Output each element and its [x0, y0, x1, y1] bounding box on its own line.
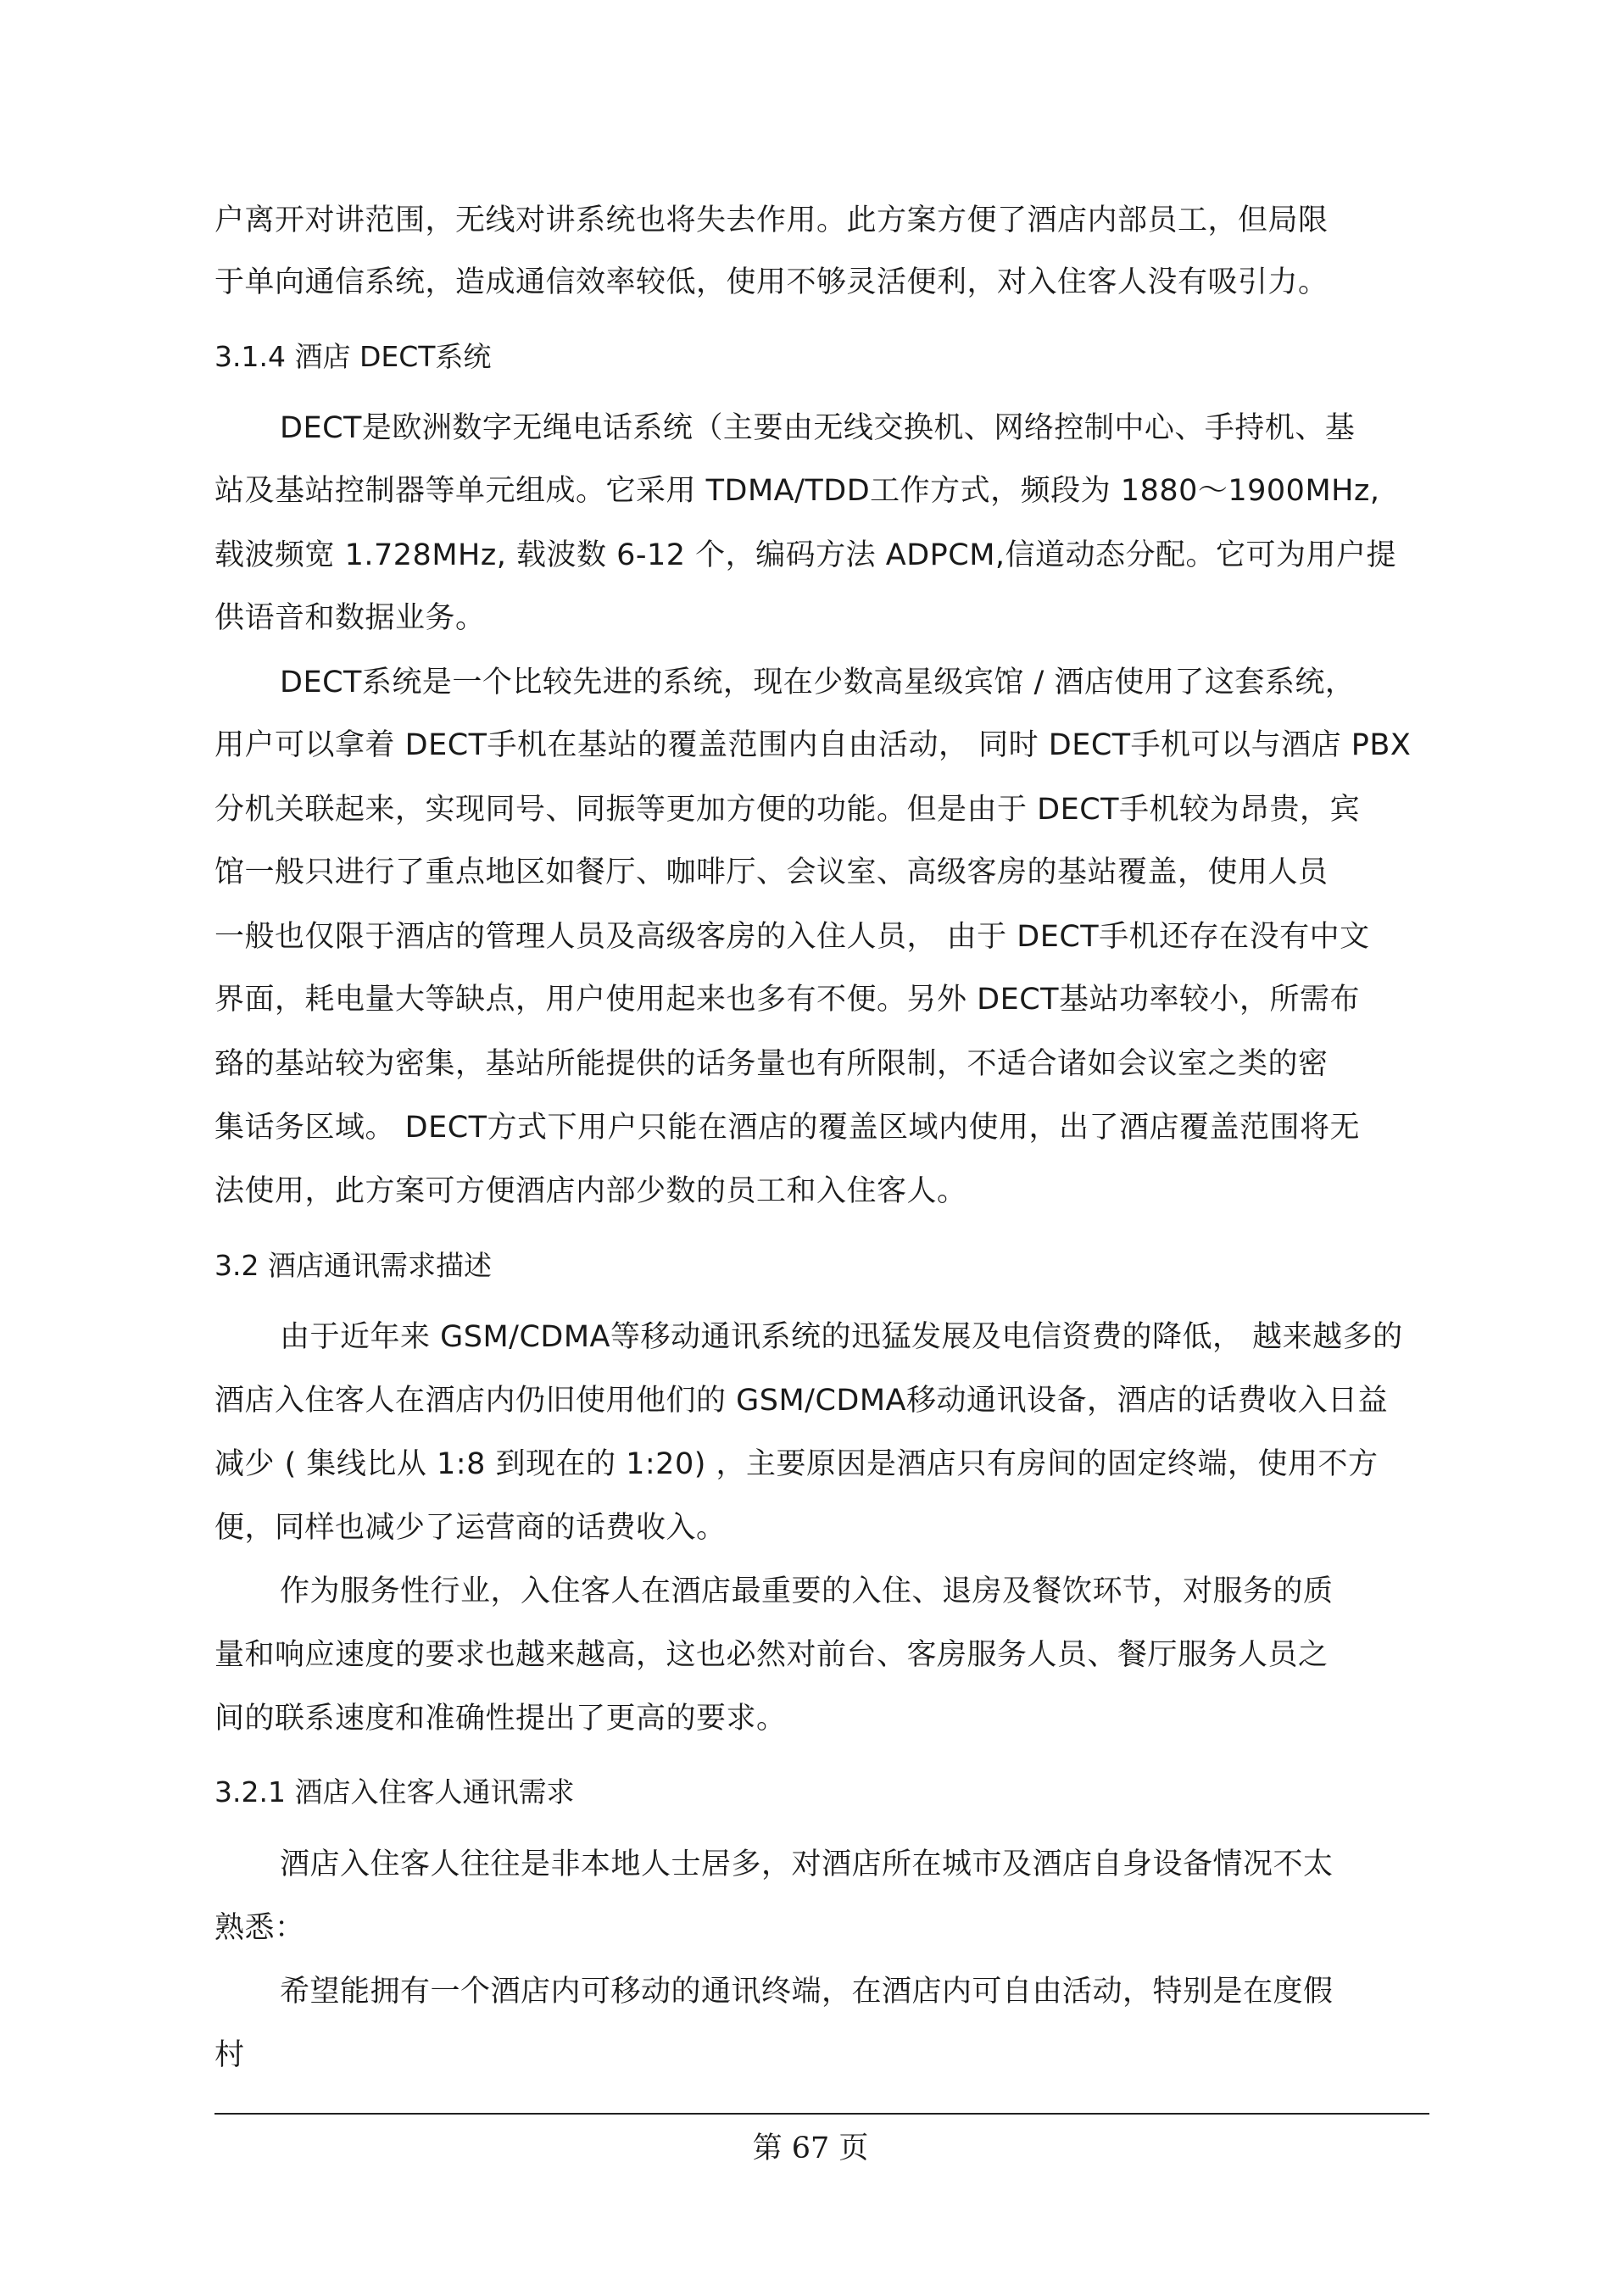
footer-divider [214, 2113, 1429, 2115]
paragraph-2-line-1: DECT是欧洲数字无绳电话系统（主要由无线交换机、网络控制中心、手持机、基 [280, 411, 1356, 445]
paragraph-3-line-9: 法使用，此方案可方便酒店内部少数的员工和入住客人。 [214, 1174, 967, 1208]
paragraph-6-line-2: 熟悉： [214, 1911, 305, 1945]
paragraph-5-line-1: 作为服务性行业，入住客人在酒店最重要的入住、退房及餐饮环节，对服务的质 [280, 1574, 1334, 1608]
section-heading-3-2: 3.2 酒店通讯需求描述 [214, 1249, 492, 1282]
paragraph-5-line-2: 量和响应速度的要求也越来越高，这也必然对前台、客房服务人员、餐厅服务人员之 [214, 1638, 1329, 1672]
paragraph-3-line-3: 分机关联起来，实现同号、同振等更加方便的功能。但是由于 DECT手机较为昂贵，宾 [214, 793, 1361, 827]
section-heading-3-1-4: 3.1.4 酒店 DECT系统 [214, 340, 492, 373]
paragraph-2-line-2: 站及基站控制器等单元组成。它采用 TDMA/TDD工作方式，频段为 1880～1900MHz, [214, 474, 1380, 508]
paragraph-2-line-3: 载波频宽 1.728MHz, 载波数 6-12 个，编码方法 ADPCM,信道动态分配。它可为用户提 [214, 538, 1397, 572]
paragraph-7-line-1: 希望能拥有一个酒店内可移动的通讯终端，在酒店内可自由活动，特别是在度假 [280, 1975, 1334, 2009]
paragraph-1-line-1: 户离开对讲范围，无线对讲系统也将失去作用。此方案方便了酒店内部员工，但局限 [214, 203, 1329, 237]
paragraph-4-line-2: 酒店入住客人在酒店内仍旧使用他们的 GSM/CDMA移动通讯设备，酒店的话费收入日益 [214, 1384, 1388, 1418]
paragraph-4-line-1: 由于近年来 GSM/CDMA等移动通讯系统的迅猛发展及电信资费的降低， 越来越多的 [280, 1320, 1403, 1354]
paragraph-3-line-5: 一般也仅限于酒店的管理人员及高级客房的入住人员， 由于 DECT手机还存在没有中文 [214, 920, 1370, 954]
paragraph-3-line-7: 臵的基站较为密集，基站所能提供的话务量也有所限制，不适合诸如会议室之类的密 [214, 1047, 1329, 1081]
paragraph-4-line-3: 减少 ( 集线比从 1:8 到现在的 1:20) ，主要原因是酒店只有房间的固定终端，使用不方 [214, 1447, 1379, 1481]
page-number: 第 67 页 [752, 2132, 869, 2165]
paragraph-2-line-4: 供语音和数据业务。 [214, 601, 486, 635]
paragraph-1-line-2: 于单向通信系统，造成通信效率较低，使用不够灵活便利，对入住客人没有吸引力。 [214, 265, 1329, 299]
paragraph-6-line-1: 酒店入住客人往往是非本地人士居多，对酒店所在城市及酒店自身设备情况不太 [280, 1847, 1334, 1881]
paragraph-3-line-1: DECT系统是一个比较先进的系统，现在少数高星级宾馆 / 酒店使用了这套系统， [280, 666, 1356, 699]
paragraph-3-line-4: 馆一般只进行了重点地区如餐厅、咖啡厅、会议室、高级客房的基站覆盖，使用人员 [214, 855, 1329, 889]
paragraph-4-line-4: 便，同样也减少了运营商的话费收入。 [214, 1511, 727, 1545]
paragraph-3-line-8: 集话务区域。 DECT方式下用户只能在酒店的覆盖区域内使用，出了酒店覆盖范围将无 [214, 1111, 1361, 1145]
paragraph-7-line-2: 村 [214, 2038, 245, 2072]
paragraph-5-line-3: 间的联系速度和准确性提出了更高的要求。 [214, 1702, 787, 1736]
section-heading-3-2-1: 3.2.1 酒店入住客人通讯需求 [214, 1775, 575, 1808]
paragraph-3-line-6: 界面，耗电量大等缺点，用户使用起来也多有不便。另外 DECT基站功率较小，所需布 [214, 983, 1361, 1017]
paragraph-3-line-2: 用户可以拿着 DECT手机在基站的覆盖范围内自由活动， 同时 DECT手机可以与酒店 PBX [214, 728, 1412, 762]
